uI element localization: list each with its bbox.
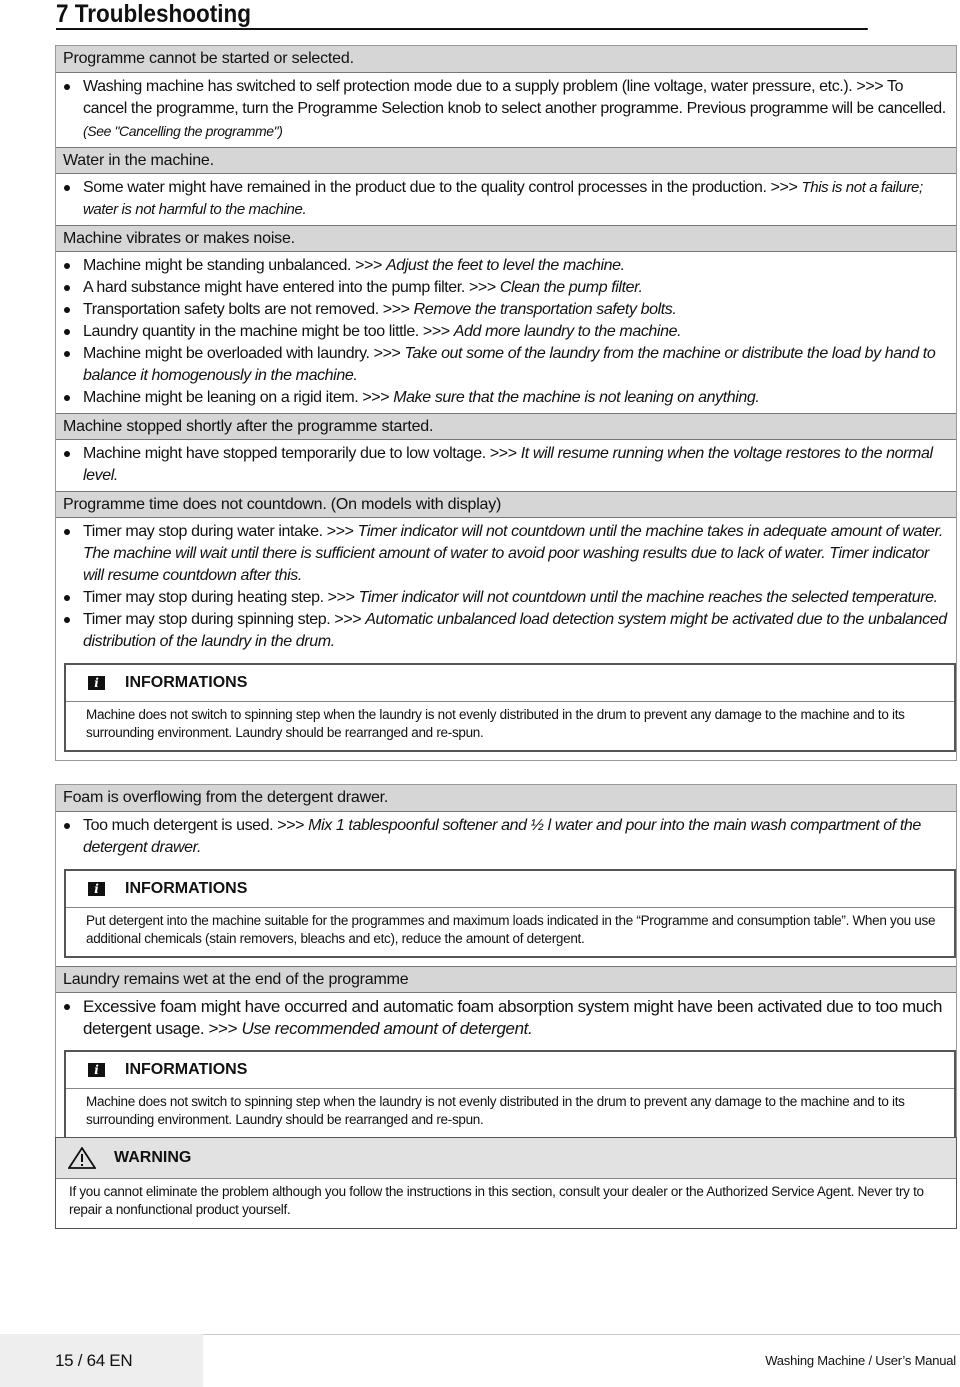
list-item (56, 609, 948, 653)
section-heading: Programme cannot be started or selected. (56, 46, 956, 73)
solution-text: Clean the pump filter. (499, 279, 643, 296)
solution-text: Add more laundry to the machine. (453, 323, 682, 340)
info-note-header (66, 1052, 954, 1089)
solution-text: Take out some of the laundry from the machine or distribute the load by hand to balance it homogenously in the machine. (83, 345, 936, 384)
troubleshooting-frame-1 (55, 45, 957, 761)
list-item (56, 587, 948, 609)
solution-text: Make sure that the machine is not leaning on anything. (393, 389, 760, 406)
warning-icon (68, 1147, 96, 1169)
list-item (56, 387, 948, 409)
section-heading: Water in the machine. (56, 147, 956, 174)
cause-list (56, 252, 956, 413)
solution-text: Remove the transportation safety bolts. (413, 301, 677, 318)
list-item (56, 815, 948, 859)
info-note-label: INFORMATIONS (125, 674, 248, 691)
cause-text: Some water might have remained in the product due to the quality control processes in the production. >>> (83, 179, 802, 196)
cause-text: Timer may stop during spinning step. >>> (83, 611, 366, 628)
cause-text: Machine might have stopped temporarily due to low voltage. >>> (83, 445, 521, 462)
document-name: Washing Machine / User’s Manual (765, 1353, 956, 1368)
warning-label: WARNING (114, 1149, 192, 1166)
cause-list (56, 440, 956, 491)
list-item (56, 996, 948, 1040)
info-note-label: INFORMATIONS (125, 1061, 248, 1078)
list-item (56, 443, 948, 487)
info-icon: i (88, 676, 105, 690)
solution-text: Adjust the feet to level the machine. (385, 257, 625, 274)
warning-box (55, 1137, 957, 1229)
troubleshooting-frame-2 (55, 784, 957, 1148)
solution-text: Use recommended amount of detergent. (241, 1019, 533, 1038)
list-item (56, 177, 948, 221)
cause-text: Too much detergent is used. >>> (83, 817, 309, 834)
list-item (56, 76, 948, 143)
cause-text: Laundry quantity in the machine might be too little. >>> (83, 323, 454, 340)
cause-text: Machine might be overloaded with laundry. >>> (83, 345, 405, 362)
solution-text: Timer indicator will not countdown until the machine takes in adequate amount of water. The machine will wait until there is sufficient amount of water to avoid poor washing results due to lack of water. Timer indicator will resume countdown after this. (83, 523, 943, 584)
solution-text: Mix 1 tablespoonful softener and ½ l water and pour into the main wash compartment of the detergent drawer. (83, 817, 921, 856)
list-item (56, 299, 948, 321)
section-heading: Laundry remains wet at the end of the programme (56, 966, 956, 993)
cause-list (56, 73, 956, 147)
cause-text: Timer may stop during water intake. >>> (83, 523, 358, 540)
warning-header (56, 1138, 956, 1179)
page-number: 15 / 64 EN (0, 1334, 203, 1387)
solution-text: Timer indicator will not countdown until the machine reaches the selected temperature. (358, 589, 938, 606)
page-title: 7 Troubleshooting (56, 0, 868, 30)
info-icon: i (88, 882, 105, 896)
section-heading: Programme time does not countdown. (On models with display) (56, 491, 956, 518)
cause-list (56, 812, 956, 861)
section-heading: Machine stopped shortly after the programme started. (56, 413, 956, 440)
info-note (64, 1050, 956, 1139)
cause-text: Washing machine has switched to self protection mode due to a supply problem (line voltage, water pressure, etc.). >>> To cancel the programme, turn the Programme Selection knob to select another programme. Previous programme will be cancelled. (83, 78, 946, 117)
info-note-header (66, 665, 954, 702)
cause-text: Excessive foam might have occurred and automatic foam absorption system might have been activated due to too much detergent usage. >>> (83, 997, 943, 1038)
cause-list (56, 993, 956, 1042)
list-item (56, 343, 948, 387)
solution-text: It will resume running when the voltage restores to the normal level. (83, 445, 933, 484)
info-note-text: Machine does not switch to spinning step when the laundry is not evenly distributed in the drum to prevent any damage to the machine and to its surrounding environment. Laundry should be rearranged and re-spun. (86, 1094, 905, 1127)
solution-text: This is not a failure; water is not harmful to the machine. (83, 179, 923, 218)
section-heading: Foam is overflowing from the detergent drawer. (56, 785, 956, 812)
info-note (64, 663, 956, 752)
list-item (56, 321, 948, 343)
cause-list (56, 174, 956, 225)
info-note-text: Machine does not switch to spinning step when the laundry is not evenly distributed in the drum to prevent any damage to the machine and to its surrounding environment. Laundry should be rearranged and re-spun. (86, 707, 905, 740)
cause-text: Timer may stop during heating step. >>> (83, 589, 359, 606)
cause-list (56, 518, 956, 655)
cause-text: A hard substance might have entered into the pump filter. >>> (83, 279, 500, 296)
info-icon: i (88, 1063, 105, 1077)
list-item (56, 521, 948, 587)
cause-text: Machine might be standing unbalanced. >>> (83, 257, 386, 274)
info-note-label: INFORMATIONS (125, 880, 248, 897)
list-item (56, 277, 948, 299)
info-note-text: Put detergent into the machine suitable for the programmes and maximum loads indicated in the “Programme and consumption table”. When you use additional chemicals (stain removers, bleachs and etc), reduce the amount of detergent. (86, 913, 936, 946)
cause-text: Machine might be leaning on a rigid item. >>> (83, 389, 394, 406)
warning-text: If you cannot eliminate the problem although you follow the instructions in this section, consult your dealer or the Authorized Service Agent. Never try to repair a nonfunctional product yourself. (69, 1184, 924, 1217)
section-heading: Machine vibrates or makes noise. (56, 225, 956, 252)
cause-text: Transportation safety bolts are not removed. >>> (83, 301, 414, 318)
info-note-header (66, 871, 954, 908)
solution-text: Automatic unbalanced load detection system might be activated due to the unbalanced distribution of the laundry in the drum. (83, 611, 947, 650)
info-note (64, 869, 956, 958)
list-item (56, 255, 948, 277)
solution-text: (See "Cancelling the programme") (83, 123, 283, 139)
